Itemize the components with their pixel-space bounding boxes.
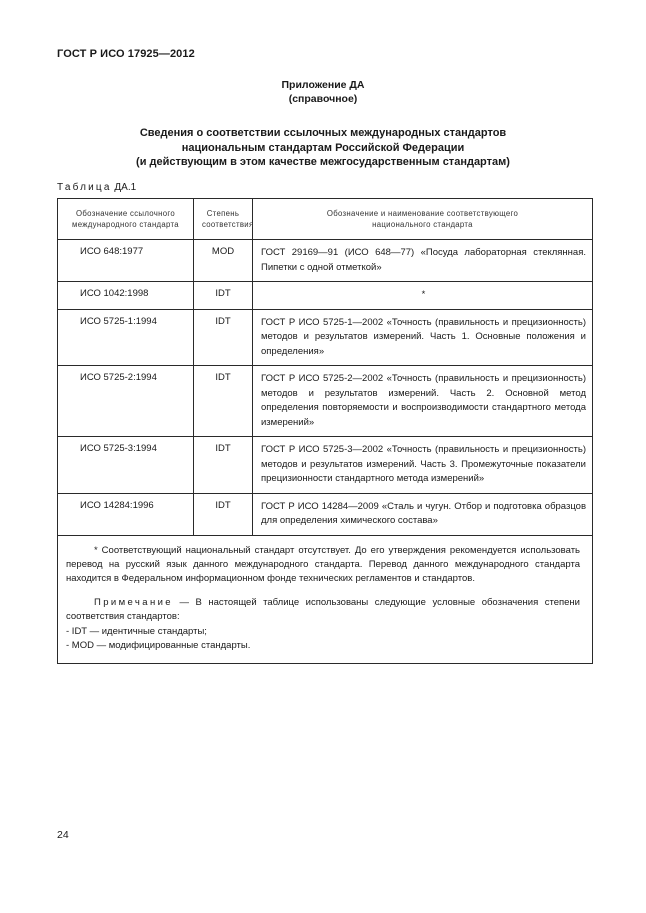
national-standard-cell: ГОСТ Р ИСО 14284—2009 «Сталь и чугун. Отбор и подготовка образцов для определения химического состава» — [253, 493, 593, 535]
table-row — [58, 309, 593, 366]
correspondence-table — [57, 198, 593, 664]
table-row — [58, 366, 593, 437]
table-header-row — [58, 199, 593, 240]
degree-cell: IDT — [194, 493, 253, 535]
appendix-heading — [0, 78, 646, 106]
note — [66, 596, 580, 624]
page-number: 24 — [57, 829, 69, 841]
table-row — [58, 240, 593, 282]
degree-cell: IDT — [194, 437, 253, 494]
national-standard-cell: ГОСТ 29169—91 (ИСО 648—77) «Посуда лабораторная стеклянная. Пипетки с одной отметкой» — [253, 240, 593, 282]
document-header: ГОСТ Р ИСО 17925—2012 — [57, 48, 195, 60]
international-standard-cell: ИСО 14284:1996 — [58, 493, 194, 535]
footnote: * Соответствующий национальный стандарт отсутствует. До его утверждения рекомендуется использовать перевод на русский язык данного международного стандарта. Перевод данного международного стандарта находится в Федеральном информационном фонде технических регламентов и стандартов. — [66, 544, 580, 584]
degree-cell: IDT — [194, 309, 253, 366]
section-title-line: национальным стандартам Российской Федерации — [181, 141, 465, 154]
table-caption-word: Таблица — [57, 182, 112, 193]
section-title — [0, 126, 646, 170]
degree-cell: MOD — [194, 240, 253, 282]
table-row — [58, 282, 593, 310]
note-text: — В настоящей таблице использованы следующие условные обозначения степени соответствия стандартов: — [66, 597, 580, 623]
table-caption-number: ДА.1 — [114, 182, 137, 193]
column-header-degree: Степень соответствия — [194, 199, 253, 240]
national-standard-cell: * — [253, 282, 593, 310]
column-header-national-standard: Обозначение и наименование соответствующего национального стандарта — [253, 199, 593, 240]
table-row — [58, 437, 593, 494]
national-standard-cell: ГОСТ Р ИСО 5725-1—2002 «Точность (правильность и прецизионность) методов и результатов измерений. Часть 1. Основные положения и определения» — [253, 309, 593, 366]
note-label: Примечание — [94, 597, 173, 609]
note-item: - IDT — идентичные стандарты; — [66, 625, 207, 637]
appendix-subtitle: (справочное) — [288, 93, 358, 105]
international-standard-cell: ИСО 1042:1998 — [58, 282, 194, 310]
note-item: - MOD — модифицированные стандарты. — [66, 639, 251, 651]
national-standard-cell: ГОСТ Р ИСО 5725-3—2002 «Точность (правильность и прецизионность) методов и результатов измерений. Часть 3. Промежуточные показатели прецизионности стандартного метода измерений» — [253, 437, 593, 494]
international-standard-cell: ИСО 5725-1:1994 — [58, 309, 194, 366]
appendix-title: Приложение ДА — [281, 79, 365, 91]
degree-cell: IDT — [194, 282, 253, 310]
international-standard-cell: ИСО 5725-3:1994 — [58, 437, 194, 494]
table-caption — [57, 182, 136, 193]
column-header-international-standard: Обозначение ссылочного международного стандарта — [58, 199, 194, 240]
table-row — [58, 493, 593, 535]
national-standard-cell: ГОСТ Р ИСО 5725-2—2002 «Точность (правильность и прецизионность) методов и результатов измерений. Часть 2. Основной метод определения повторяемости и воспроизводимости стандартного метода измерений» — [253, 366, 593, 437]
section-title-line: (и действующим в этом качестве межгосударственным стандартам) — [136, 156, 510, 168]
international-standard-cell: ИСО 648:1977 — [58, 240, 194, 282]
section-title-line: Сведения о соответствии ссылочных международных стандартов — [139, 127, 507, 139]
table-notes-row — [58, 535, 593, 663]
international-standard-cell: ИСО 5725-2:1994 — [58, 366, 194, 437]
table-notes — [58, 535, 593, 663]
degree-cell: IDT — [194, 366, 253, 437]
